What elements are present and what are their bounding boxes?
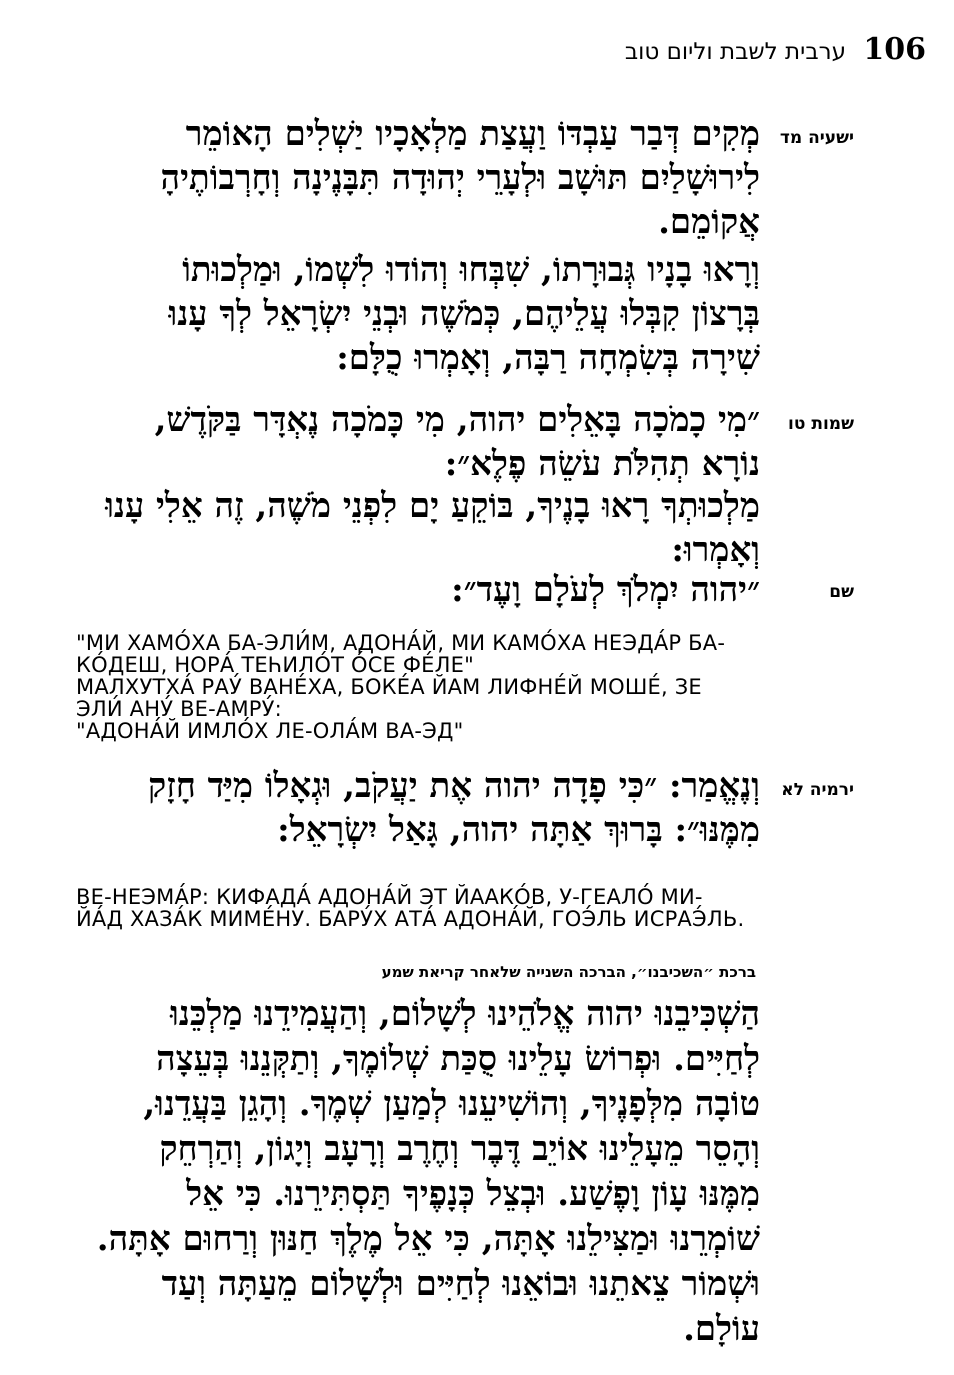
translit-line: ВЕ-НЕЭМА́Р: КИФАДА́ АДОНА́Й ЭТ ЙААКО́В, У-ГЕАЛО́ МИ-	[76, 885, 703, 909]
text-line: וְהָסֵר מֵעָלֵינוּ אוֹיֵב דֶּבֶר וְחֶרֶב וְרָעָב וְיָגוֹן, וְהַרְחֵק	[159, 1129, 760, 1169]
text-line: הַשְׁכִּיבֵנוּ יהוה אֱלֹהֵינוּ לְשָׁלוֹם, וְהַעֲמִידֵנוּ מַלְכֵּנוּ	[170, 994, 760, 1034]
text-line: שִׁירָה בְּשִׂמְחָה רַבָּה, וְאָמְרוּ כֻלָּם:	[336, 338, 760, 378]
text-line: אֲקוֹמֵם.	[658, 202, 760, 242]
hashkivenu-passage	[70, 992, 760, 1352]
text-line: שׁוֹמְרֵנוּ וּמַצִּילֵנוּ אָתָּה, כִּי אֵל מֶלֶךְ חַנּוּן וְרַחוּם אָתָּה.	[96, 1219, 760, 1259]
text-line: בְּרָצוֹן קִבְּלוּ עֲלֵיהֶם, כְּמֹשֶׁה וּבְנֵי יִשְׂרָאֵל לְךָ עָנוּ	[168, 294, 760, 334]
page-number: 106	[863, 32, 926, 67]
translit-line: ЙА́Д ХАЗА́К МИМЕ́НУ. БАРУ́Х АТА́ АДОНА́Й, ГОЭ́ЛЬ ИСРАЭ́ЛЬ.	[76, 907, 745, 931]
malchutcha-passage	[70, 484, 760, 572]
running-title: ערבית לשבת וליום טוב	[624, 39, 846, 65]
text-line: וְאָמְרוּ:	[671, 530, 760, 570]
text-line: לִירוּשָׁלַיִם תּוּשָׁב וּלְעָרֵי יְהוּדָה תִּבָּנֶינָה וְחָרְבוֹתֶיהָ	[160, 158, 760, 198]
isaiah-passage	[70, 112, 760, 244]
praise-passage	[70, 248, 760, 380]
transliteration-block-1	[76, 632, 756, 742]
text-line: טוֹבָה מִלְּפָנֶיךָ, וְהוֹשִׁיעֵנוּ לְמַעַן שְׁמֶךָ. וְהָגֵן בַּעֲדֵנוּ,	[143, 1084, 760, 1124]
text-line: וְרָאוּ בָנָיו גְּבוּרָתוֹ, שִׁבְּחוּ וְהוֹדוּ לִשְׁמוֹ, וּמַלְכוּתוֹ	[182, 250, 760, 290]
adonai-yimloch-line	[70, 568, 760, 612]
vneemar-passage	[70, 764, 760, 852]
translit-line: МАЛХУТХА́ РАУ́ ВАНЕ́ХА, БОКЕ́А ЙАМ ЛИФНЕ́Й МОШЕ́, ЗЕ	[76, 675, 702, 699]
text-line: וּשְׁמוֹר צֵאתֵנוּ וּבוֹאֵנוּ לְחַיִּים וּלְשָׁלוֹם מֵעַתָּה וְעַד	[161, 1264, 760, 1304]
text-line: מַלְכוּתְךָ רָאוּ בָנֶיךָ, בּוֹקֵעַ יָם לִפְנֵי מֹשֶׁה, זֶה אֵלִי עָנוּ	[105, 486, 760, 526]
text-line: ״יהוה יִמְלֹךְ לְעֹלָם וָעֶד״:	[451, 570, 760, 610]
text-line: מִמֶּנּוּ עָוֹן וָפֶשַׁע. וּבְצֵל כְּנָפֶיךָ תַּסְתִּירֵנוּ. כִּי אֵל	[186, 1174, 760, 1214]
text-line: נוֹרָא תְהִלֹּת עֹשֵׂה פֶלֶא״:	[444, 444, 760, 484]
text-line: ״מִי כָמֹכָה בָּאֵלִים יהוה, מִי כָּמֹכָה נֶאְדָּר בַּקֹּדֶשׁ,	[154, 400, 760, 440]
translit-line: ЭЛИ́ АНУ́ ВЕ-АМРУ́:	[76, 697, 282, 721]
text-line: וְנֶאֱמַר: ״כִּי פָדָה יהוה אֶת יַעֲקֹב, וּגְאָלוֹ מִיַּד חָזָק	[148, 766, 760, 806]
source-ref-sham: שם	[829, 582, 854, 602]
source-ref-exodus: שמות טו	[788, 414, 854, 434]
text-line: מְקִים דְּבַר עַבְדּוֹ וַעֲצַת מַלְאָכָיו יַשְׁלִים הָאוֹמֵר	[185, 114, 760, 154]
source-ref-isaiah: ישעיה מד	[779, 128, 854, 148]
text-line: עוֹלָם.	[683, 1309, 760, 1349]
translit-line: "МИ ХАМО́ХА БА-ЭЛИ́М, АДОНА́Й, МИ КАМО́ХА НЕЭДА́Р БА-	[76, 631, 726, 655]
section-caption: ברכת ״השכיבנו״, הברכה השנייה שלאחר קריאת שמע	[381, 963, 756, 981]
page-header	[590, 30, 926, 70]
translit-line: КО́ДЕШ, НОРА́ ТЕҺИЛО́Т О́СЕ ФЕ́ЛЕ"	[76, 653, 474, 677]
transliteration-block-2	[76, 886, 756, 930]
translit-line: "АДОНА́Й ИМЛО́Х ЛЕ-ОЛА́М ВА-ЭД"	[76, 719, 464, 743]
text-line: מִמֶּנּוּ״: בָּרוּךְ אַתָּה יהוה, גָּאַל יִשְׂרָאֵל:	[277, 810, 760, 850]
mi-chamocha-passage	[70, 398, 760, 486]
source-ref-jeremiah: ירמיה לא	[781, 780, 854, 800]
text-line: לְחַיִּים. וּפְרוֹשׂ עָלֵינוּ סֻכַּת שְׁלוֹמֶךָ, וְתַקְּנֵנוּ בְּעֵצָה	[156, 1039, 760, 1079]
